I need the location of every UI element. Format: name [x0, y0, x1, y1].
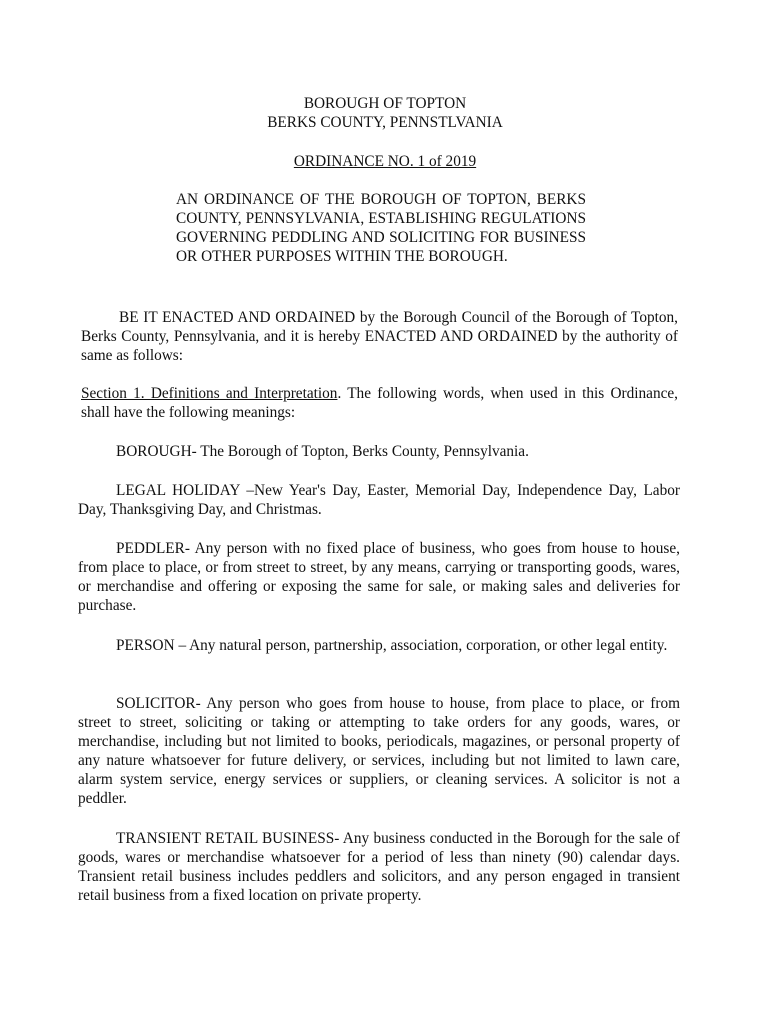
enactment-clause: BE IT ENACTED AND ORDAINED by the Borough Council of the Borough of Topton, Berks County, Pennsylvania, and it is hereby ENACTED AND ORDAINED by the authority of same as follows:	[81, 309, 678, 364]
header-county: BERKS COUNTY, PENNSTLVANIA	[267, 114, 503, 131]
section-1-text: . The following words, when used in this Ordinance, shall have the following meanings:	[81, 385, 679, 421]
definition-transient-retail-business: TRANSIENT RETAIL BUSINESS- Any business conducted in the Borough for the sale of goods, wares or merchandise whatsoever for a period of less than ninety (90) calendar days. Transient retail business includes peddlers and solicitors, and any person engaged in transient retail business from a fixed location on private property.	[78, 830, 680, 904]
definition-peddler: PEDDLER- Any person with no fixed place of business, who goes from house to house, from place to place, or from street to street, by any means, carrying or transporting goods, wares, or merchandise and offering or exposing the same for sale, or making sales and deliveries for purchase.	[78, 540, 680, 614]
definition-solicitor: SOLICITOR- Any person who goes from house to house, from place to place, or from street to street, soliciting or taking or attempting to take orders for any goods, wares, or merchandise, including but not limited to books, periodicals, magazines, or personal property of any nature whatsoever for future delivery, or services, including but not limited to lawn care, alarm system service, energy services or suppliers, or cleaning services. A solicitor is not a peddler.	[78, 695, 680, 807]
definition-person: PERSON – Any natural person, partnership, association, corporation, or other legal entity.	[116, 637, 668, 654]
ordinance-number-text: ORDINANCE NO. 1 of 2019	[293, 153, 477, 170]
header-borough: BOROUGH OF TOPTON	[303, 95, 467, 112]
ordinance-title: AN ORDINANCE OF THE BOROUGH OF TOPTON, BERKS COUNTY, PENNSYLVANIA, ESTABLISHING REGULATIONS GOVERNING PEDDLING AND SOLICITING FOR BUSINESS OR OTHER PURPOSES WITHIN THE BOROUGH.	[176, 191, 586, 265]
ordinance-number	[0, 152, 770, 171]
section-1	[81, 384, 678, 422]
definition-legal-holiday: LEGAL HOLIDAY –New Year's Day, Easter, Memorial Day, Independence Day, Labor Day, Thanksgiving Day, and Christmas.	[78, 482, 680, 518]
section-1-heading: Section 1. Definitions and Interpretation	[81, 385, 338, 402]
definition-borough: BOROUGH- The Borough of Topton, Berks County, Pennsylvania.	[116, 443, 529, 460]
